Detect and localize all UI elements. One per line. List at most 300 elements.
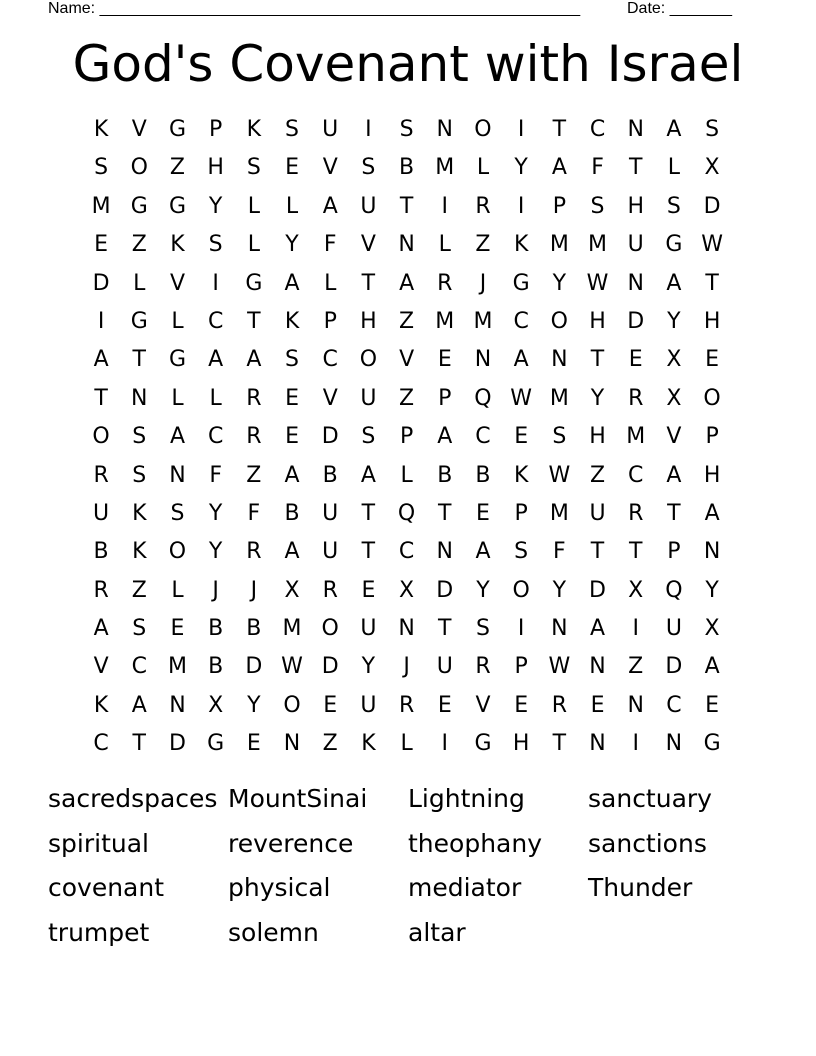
grid-letter[interactable]: H (703, 308, 721, 334)
grid-letter[interactable]: R (475, 654, 491, 680)
grid-letter[interactable]: X (704, 155, 720, 181)
grid-letter[interactable]: A (437, 424, 453, 450)
grid-letter[interactable]: F (209, 462, 222, 488)
grid-letter[interactable]: P (514, 500, 528, 526)
grid-letter[interactable]: K (93, 692, 109, 718)
word-bank-item: MountSinai (228, 784, 368, 813)
grid-letter[interactable]: R (628, 500, 644, 526)
grid-letter[interactable]: I (517, 616, 525, 642)
grid-letter[interactable]: H (589, 424, 606, 450)
grid-letter[interactable]: M (626, 424, 646, 450)
grid-letter[interactable]: Y (285, 232, 299, 258)
grid-letter[interactable]: S (666, 193, 681, 219)
grid-letter[interactable]: I (365, 117, 372, 142)
grid-letter[interactable]: D (168, 731, 186, 757)
grid-letter[interactable]: A (169, 424, 185, 450)
grid-letter[interactable]: E (705, 692, 720, 718)
grid-letter[interactable]: M (282, 616, 302, 642)
grid-letter[interactable]: K (132, 539, 147, 565)
grid-letter[interactable]: T (552, 117, 567, 142)
grid-letter[interactable]: D (589, 577, 606, 603)
grid-letter[interactable]: T (438, 616, 452, 642)
grid-letter[interactable]: T (628, 539, 643, 565)
grid-letter[interactable]: E (437, 347, 452, 373)
grid-letter[interactable]: J (479, 270, 487, 296)
grid-letter[interactable]: R (398, 692, 415, 718)
grid-letter[interactable]: P (552, 193, 566, 219)
grid-letter[interactable]: S (552, 424, 567, 450)
grid-letter[interactable]: R (437, 270, 453, 296)
grid-letter[interactable]: T (132, 731, 146, 757)
grid-letter[interactable]: Y (705, 577, 719, 603)
grid-letter[interactable]: V (360, 232, 376, 258)
grid-letter[interactable]: P (705, 424, 719, 450)
grid-letter[interactable]: F (553, 539, 566, 565)
grid-letter[interactable]: O (703, 385, 721, 411)
grid-letter[interactable]: T (94, 385, 108, 411)
grid-letter[interactable]: R (246, 424, 262, 450)
grid-letter[interactable]: O (512, 577, 530, 603)
grid-letter[interactable]: Y (208, 539, 223, 565)
grid-letter[interactable]: E (514, 424, 529, 450)
grid-letter[interactable]: H (703, 462, 721, 488)
grid-letter[interactable]: U (360, 193, 377, 219)
grid-letter[interactable]: E (628, 347, 643, 373)
grid-letter[interactable]: K (513, 232, 529, 258)
grid-letter[interactable]: R (551, 692, 567, 718)
grid-letter[interactable]: T (667, 500, 681, 526)
grid-letter[interactable]: B (475, 462, 491, 488)
grid-letter[interactable]: Y (552, 270, 567, 296)
word-bank-item: sacredspaces (48, 784, 218, 813)
grid-letter[interactable]: H (512, 731, 530, 757)
grid-letter[interactable]: L (133, 270, 146, 296)
name-field[interactable]: Name: ______________________________________________________ (48, 0, 581, 17)
grid-letter[interactable]: U (627, 232, 644, 258)
grid-letter[interactable]: S (94, 155, 109, 181)
grid-letter[interactable]: S (361, 424, 376, 450)
grid-letter[interactable]: U (360, 385, 377, 411)
grid-letter[interactable]: L (438, 232, 451, 258)
grid-letter[interactable]: T (247, 308, 261, 334)
grid-letter[interactable]: N (169, 462, 186, 488)
grid-letter[interactable]: F (247, 500, 261, 526)
grid-letter[interactable]: I (632, 731, 639, 757)
grid-letter[interactable]: V (322, 155, 338, 181)
grid-letter[interactable]: P (209, 117, 223, 142)
grid-letter[interactable]: M (549, 385, 569, 411)
grid-letter[interactable]: Z (131, 577, 147, 603)
grid-letter[interactable]: S (705, 117, 720, 142)
grid-letter[interactable]: L (324, 270, 337, 296)
grid-letter[interactable]: L (171, 308, 184, 334)
grid-letter[interactable]: B (93, 539, 109, 565)
grid-letter[interactable]: T (132, 347, 146, 373)
grid-letter[interactable]: B (399, 155, 415, 181)
grid-letter[interactable]: K (170, 232, 185, 258)
grid-letter[interactable]: O (130, 155, 148, 181)
grid-letter[interactable]: Y (590, 385, 605, 411)
grid-letter[interactable]: A (399, 270, 415, 296)
grid-letter[interactable]: B (322, 462, 338, 488)
grid-letter[interactable]: T (628, 155, 643, 181)
grid-letter[interactable]: L (285, 193, 299, 219)
grid-letter[interactable]: L (247, 232, 260, 258)
grid-letter[interactable]: S (285, 117, 300, 142)
grid-letter[interactable]: A (284, 270, 300, 296)
grid-letter[interactable]: M (91, 193, 111, 219)
grid-letter[interactable]: N (398, 616, 415, 642)
grid-letter[interactable]: E (476, 500, 490, 526)
grid-letter[interactable]: N (474, 347, 492, 373)
grid-letter[interactable]: E (514, 692, 529, 718)
grid-letter[interactable]: S (170, 500, 185, 526)
grid-letter[interactable]: O (168, 539, 187, 565)
grid-letter[interactable]: M (473, 308, 493, 334)
grid-letter[interactable]: I (517, 193, 525, 219)
grid-letter[interactable]: O (550, 308, 568, 334)
grid-letter[interactable]: S (246, 155, 261, 181)
grid-letter[interactable]: J (403, 654, 410, 680)
grid-letter[interactable]: S (208, 232, 223, 258)
grid-letter[interactable]: C (666, 692, 682, 718)
grid-letter[interactable]: A (246, 347, 262, 373)
grid-letter[interactable]: I (97, 308, 105, 334)
grid-letter[interactable]: A (208, 347, 224, 373)
grid-letter[interactable]: R (246, 385, 262, 411)
grid-letter[interactable]: D (245, 654, 263, 680)
grid-letter[interactable]: U (322, 500, 339, 526)
grid-letter[interactable]: T (399, 193, 414, 219)
grid-letter[interactable]: W (586, 270, 609, 296)
grid-letter[interactable]: Y (552, 577, 567, 603)
grid-letter[interactable]: X (628, 577, 644, 603)
grid-letter[interactable]: H (207, 155, 224, 181)
grid-letter[interactable]: N (169, 692, 186, 718)
grid-letter[interactable]: I (441, 731, 449, 757)
grid-letter[interactable]: E (437, 692, 452, 718)
grid-letter[interactable]: Y (247, 692, 261, 718)
grid-letter[interactable]: N (627, 270, 644, 296)
grid-letter[interactable]: P (438, 385, 452, 411)
grid-letter[interactable]: T (361, 539, 376, 565)
grid-letter[interactable]: X (704, 616, 720, 642)
grid-letter[interactable]: R (93, 462, 109, 488)
grid-letter[interactable]: P (323, 308, 337, 334)
word-bank-item: Lightning (408, 784, 525, 813)
page-title: God's Covenant with Israel (72, 35, 744, 93)
grid-letter[interactable]: T (438, 500, 452, 526)
grid-letter[interactable]: N (589, 731, 606, 757)
grid-letter[interactable]: R (628, 385, 644, 411)
grid-letter[interactable]: X (399, 577, 415, 603)
grid-letter[interactable]: H (589, 308, 606, 334)
grid-letter[interactable]: Q (397, 500, 416, 526)
grid-letter[interactable]: Z (131, 232, 147, 258)
grid-letter[interactable]: W (510, 385, 533, 411)
grid-letter[interactable]: E (323, 692, 338, 718)
grid-letter[interactable]: P (399, 424, 414, 450)
word-bank-item: reverence (228, 828, 354, 858)
grid-letter[interactable]: X (284, 577, 300, 603)
grid-letter[interactable]: G (168, 193, 186, 219)
grid-letter[interactable]: H (360, 308, 377, 334)
word-bank-item: sanctions (588, 828, 707, 858)
grid-letter[interactable]: X (666, 385, 682, 411)
grid-letter[interactable]: D (321, 654, 339, 680)
grid-letter[interactable]: G (168, 117, 186, 142)
grid-letter[interactable]: E (590, 692, 605, 718)
grid-letter[interactable]: T (590, 347, 605, 373)
word-bank-item: theophany (408, 828, 542, 858)
grid-letter[interactable]: U (665, 616, 682, 642)
grid-letter[interactable]: X (666, 347, 682, 373)
grid-letter[interactable]: O (283, 692, 301, 718)
grid-letter[interactable]: F (591, 155, 604, 181)
grid-letter[interactable]: A (322, 193, 338, 219)
grid-letter[interactable]: N (589, 654, 606, 680)
grid-letter[interactable]: G (703, 731, 721, 757)
grid-letter[interactable]: B (284, 500, 300, 526)
grid-letter[interactable]: W (701, 232, 723, 258)
grid-letter[interactable]: V (93, 654, 109, 680)
grid-letter[interactable]: E (246, 731, 261, 757)
grid-letter[interactable]: G (665, 232, 683, 258)
grid-letter[interactable]: E (170, 616, 185, 642)
grid-letter[interactable]: S (285, 347, 300, 373)
grid-letter[interactable]: A (704, 500, 720, 526)
grid-letter[interactable]: J (250, 577, 258, 603)
grid-letter[interactable]: T (590, 539, 605, 565)
word-bank (48, 778, 768, 956)
grid-letter[interactable]: Z (399, 385, 415, 411)
grid-letter[interactable]: E (285, 155, 299, 181)
grid-letter[interactable]: A (475, 539, 491, 565)
grid-letter[interactable]: C (93, 731, 109, 757)
grid-letter[interactable]: N (551, 616, 568, 642)
grid-letter[interactable]: R (475, 193, 491, 219)
grid-letter[interactable]: M (549, 232, 569, 258)
grid-letter[interactable]: S (132, 616, 147, 642)
grid-letter[interactable]: K (246, 117, 262, 142)
grid-letter[interactable]: N (627, 117, 644, 142)
grid-letter[interactable]: O (92, 424, 110, 450)
grid-letter[interactable]: L (209, 385, 222, 411)
grid-letter[interactable]: Z (169, 155, 185, 181)
grid-letter[interactable]: U (589, 500, 606, 526)
grid-letter[interactable]: J (212, 577, 219, 603)
grid-letter[interactable]: C (475, 424, 491, 450)
grid-letter[interactable]: A (284, 462, 300, 488)
grid-letter[interactable]: A (131, 692, 147, 718)
grid-letter[interactable]: V (666, 424, 682, 450)
grid-letter[interactable]: E (285, 385, 299, 411)
grid-letter[interactable]: C (589, 117, 606, 142)
grid-letter[interactable]: V (475, 692, 491, 718)
grid-letter[interactable]: M (435, 155, 455, 181)
grid-letter[interactable]: T (361, 270, 376, 296)
grid-letter[interactable]: Z (475, 232, 491, 258)
grid-letter[interactable]: E (361, 577, 376, 603)
grid-letter[interactable]: R (322, 577, 338, 603)
grid-letter[interactable]: C (628, 462, 644, 488)
grid-letter[interactable]: M (435, 308, 455, 334)
date-field[interactable]: Date: _______ (627, 0, 732, 17)
grid-letter[interactable]: A (284, 539, 300, 565)
grid-letter[interactable]: S (590, 193, 605, 219)
grid-letter[interactable]: V (169, 270, 185, 296)
grid-letter[interactable]: K (132, 500, 147, 526)
grid-letter[interactable]: Y (476, 577, 490, 603)
grid-letter[interactable]: T (705, 270, 719, 296)
grid-letter[interactable]: G (168, 347, 186, 373)
grid-letter[interactable]: I (517, 117, 525, 142)
grid-letter[interactable]: S (361, 155, 376, 181)
grid-letter[interactable]: H (627, 193, 644, 219)
grid-letter[interactable]: O (474, 117, 492, 142)
grid-letter[interactable]: A (360, 462, 376, 488)
grid-letter[interactable]: V (131, 117, 147, 142)
grid-letter[interactable]: D (627, 308, 645, 334)
grid-letter[interactable]: Z (628, 654, 644, 680)
grid-letter[interactable]: B (246, 616, 262, 642)
grid-letter[interactable]: X (208, 692, 224, 718)
grid-letter[interactable]: O (359, 347, 378, 373)
grid-letter[interactable]: B (208, 616, 224, 642)
grid-letter[interactable]: W (548, 654, 571, 680)
grid-letter[interactable]: L (247, 193, 260, 219)
grid-letter[interactable]: R (93, 577, 109, 603)
grid-letter[interactable]: L (171, 385, 184, 411)
grid-letter[interactable]: G (130, 193, 148, 219)
grid-letter[interactable]: A (666, 270, 682, 296)
grid-letter[interactable]: N (131, 385, 148, 411)
grid-letter[interactable]: U (322, 539, 339, 565)
grid-letter[interactable]: O (321, 616, 339, 642)
grid-letter[interactable]: A (551, 155, 567, 181)
grid-letter[interactable]: I (441, 193, 449, 219)
grid-letter[interactable]: V (399, 347, 415, 373)
grid-letter[interactable]: D (321, 424, 339, 450)
grid-letter[interactable]: Y (208, 500, 223, 526)
grid-letter[interactable]: Z (322, 731, 338, 757)
grid-letter[interactable]: Y (667, 308, 681, 334)
grid-letter[interactable]: P (514, 654, 528, 680)
grid-letter[interactable]: M (167, 654, 187, 680)
grid-letter[interactable]: G (474, 731, 492, 757)
grid-letter[interactable]: A (666, 117, 682, 142)
grid-letter[interactable]: P (667, 539, 681, 565)
grid-letter[interactable]: D (436, 577, 454, 603)
grid-letter[interactable]: N (551, 347, 568, 373)
grid-letter[interactable]: C (131, 654, 147, 680)
grid-letter[interactable]: U (360, 692, 377, 718)
grid-letter[interactable]: D (92, 270, 110, 296)
grid-letter[interactable]: K (93, 117, 109, 142)
grid-letter[interactable]: S (475, 616, 490, 642)
grid-letter[interactable]: G (512, 270, 530, 296)
grid-letter[interactable]: Y (514, 155, 528, 181)
grid-letter[interactable]: S (514, 539, 529, 565)
grid-letter[interactable]: E (94, 232, 109, 258)
grid-letter[interactable]: N (665, 731, 683, 757)
grid-letter[interactable]: B (437, 462, 453, 488)
grid-letter[interactable]: C (398, 539, 415, 565)
grid-letter[interactable]: N (703, 539, 721, 565)
grid-letter[interactable]: N (398, 232, 415, 258)
grid-letter[interactable]: E (705, 347, 720, 373)
grid-letter[interactable]: A (590, 616, 606, 642)
grid-letter[interactable]: T (552, 731, 567, 757)
grid-letter[interactable]: N (436, 117, 454, 142)
grid-letter[interactable]: G (130, 308, 148, 334)
grid-letter[interactable]: I (212, 270, 219, 296)
grid-letter[interactable]: F (323, 232, 337, 258)
grid-letter[interactable]: M (549, 500, 569, 526)
grid-letter[interactable]: U (360, 616, 377, 642)
word-bank-item: physical (228, 873, 331, 902)
grid-letter[interactable]: D (665, 654, 683, 680)
grid-letter[interactable]: U (436, 654, 453, 680)
grid-letter[interactable]: I (632, 616, 639, 642)
grid-letter[interactable]: Q (474, 385, 492, 411)
grid-letter[interactable]: C (322, 347, 338, 373)
grid-letter[interactable]: L (476, 155, 490, 181)
grid-letter[interactable]: A (93, 347, 109, 373)
grid-letter[interactable]: Y (361, 654, 376, 680)
grid-letter[interactable]: S (132, 462, 147, 488)
grid-letter[interactable]: Z (399, 308, 415, 334)
grid-letter[interactable]: A (513, 347, 529, 373)
grid-letter[interactable]: C (513, 308, 529, 334)
grid-letter[interactable]: N (436, 539, 454, 565)
grid-letter[interactable]: U (93, 500, 110, 526)
grid-letter[interactable]: G (207, 731, 225, 757)
grid-letter[interactable]: N (283, 731, 301, 757)
grid-letter[interactable]: S (399, 117, 414, 142)
grid-letter[interactable]: U (322, 117, 339, 142)
grid-letter[interactable]: C (207, 308, 224, 334)
grid-letter[interactable]: R (246, 539, 262, 565)
grid-letter[interactable]: Y (208, 193, 223, 219)
grid-letter[interactable]: T (361, 500, 376, 526)
grid-letter[interactable]: V (322, 385, 338, 411)
grid-letter[interactable]: M (588, 232, 608, 258)
grid-letter[interactable]: A (93, 616, 109, 642)
grid-letter[interactable]: Z (589, 462, 606, 488)
grid-letter[interactable]: N (627, 692, 644, 718)
grid-letter[interactable]: A (704, 654, 720, 680)
grid-letter[interactable]: D (703, 193, 721, 219)
grid-letter[interactable]: K (284, 308, 300, 334)
grid-letter[interactable]: B (208, 654, 224, 680)
grid-letter[interactable]: L (400, 462, 413, 488)
grid-letter[interactable]: K (513, 462, 529, 488)
grid-letter[interactable]: K (361, 731, 376, 757)
grid-letter[interactable]: Z (246, 462, 262, 488)
grid-letter[interactable]: L (667, 155, 681, 181)
grid-letter[interactable]: A (666, 462, 682, 488)
grid-letter[interactable]: C (207, 424, 224, 450)
grid-letter[interactable]: L (400, 731, 413, 757)
grid-letter[interactable]: L (171, 577, 184, 603)
grid-letter[interactable]: E (285, 424, 299, 450)
grid-letter[interactable]: Q (665, 577, 683, 603)
grid-letter[interactable]: S (132, 424, 147, 450)
grid-letter[interactable]: W (281, 654, 303, 680)
grid-letter[interactable]: W (548, 462, 571, 488)
grid-letter[interactable]: G (245, 270, 263, 296)
